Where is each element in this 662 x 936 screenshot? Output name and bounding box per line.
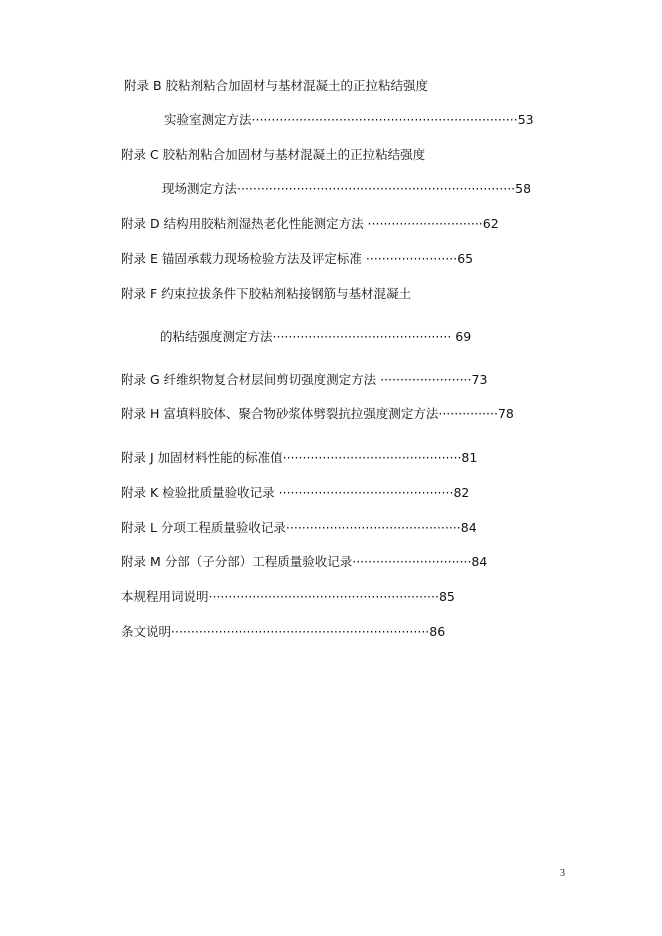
toc-entry-label: 附录 H 富填料胶体、聚合物砂浆体劈裂抗拉强度测定方法···············78 (121, 406, 514, 421)
toc-entry-label: 附录 D 结构用胶粘剂湿热老化性能测定方法 ·····························62 (121, 216, 499, 231)
toc-entry-label: 条文说明·································································86 (121, 624, 446, 639)
page-number: 3 (560, 868, 565, 879)
toc-entry-label: 的粘结强度测定方法············································· 69 (160, 329, 472, 344)
toc-entry-label: 实验室测定方法···································································53 (164, 112, 534, 127)
toc-entry-appendix-l (121, 520, 477, 536)
toc-entry-appendix-h (121, 406, 514, 422)
toc-entry-appendix-b-cont (164, 112, 534, 128)
toc-entry-appendix-c-cont (162, 181, 531, 197)
toc-entry-appendix-m (121, 554, 487, 570)
toc-entry-label: 本规程用词说明··························································85 (121, 589, 455, 604)
toc-entry-label: 附录 F 约束拉拔条件下胶粘剂粘接钢筋与基材混凝土 (121, 286, 412, 301)
toc-entry-terms (121, 589, 455, 605)
toc-entry-label: 附录 E 锚固承载力现场检验方法及评定标准 ·······················65 (121, 251, 474, 266)
toc-entry-appendix-d (121, 216, 499, 232)
toc-entry-label: 现场测定方法······································································58 (162, 181, 532, 196)
toc-entry-label: 附录 B 胶粘剂粘合加固材与基材混凝土的正拉粘结强度 (124, 78, 429, 93)
toc-entry-commentary (121, 624, 445, 640)
toc-entry-label: 附录 L 分项工程质量验收记录············································84 (121, 520, 477, 535)
toc-entry-label: 附录 J 加固材料性能的标准值·············································81 (121, 450, 478, 465)
toc-entry-label: 附录 K 检验批质量验收记录 ············································82 (121, 485, 470, 500)
toc-entry-appendix-f-cont (160, 329, 471, 345)
toc-entry-appendix-g (121, 372, 487, 388)
toc-entry-label: 附录 G 纤维织物复合材层间剪切强度测定方法 ·······················73 (121, 372, 488, 387)
toc-entry-appendix-c-title (121, 147, 425, 163)
toc-entry-appendix-j (121, 450, 477, 466)
toc-entry-label: 附录 M 分部（子分部）工程质量验收记录······························84 (121, 554, 488, 569)
toc-entry-label: 附录 C 胶粘剂粘合加固材与基材混凝土的正拉粘结强度 (121, 147, 426, 162)
toc-entry-appendix-k (121, 485, 469, 501)
toc-entry-appendix-b-title (124, 78, 428, 94)
toc-entry-appendix-f-title (121, 286, 411, 302)
toc-entry-appendix-e (121, 251, 473, 267)
